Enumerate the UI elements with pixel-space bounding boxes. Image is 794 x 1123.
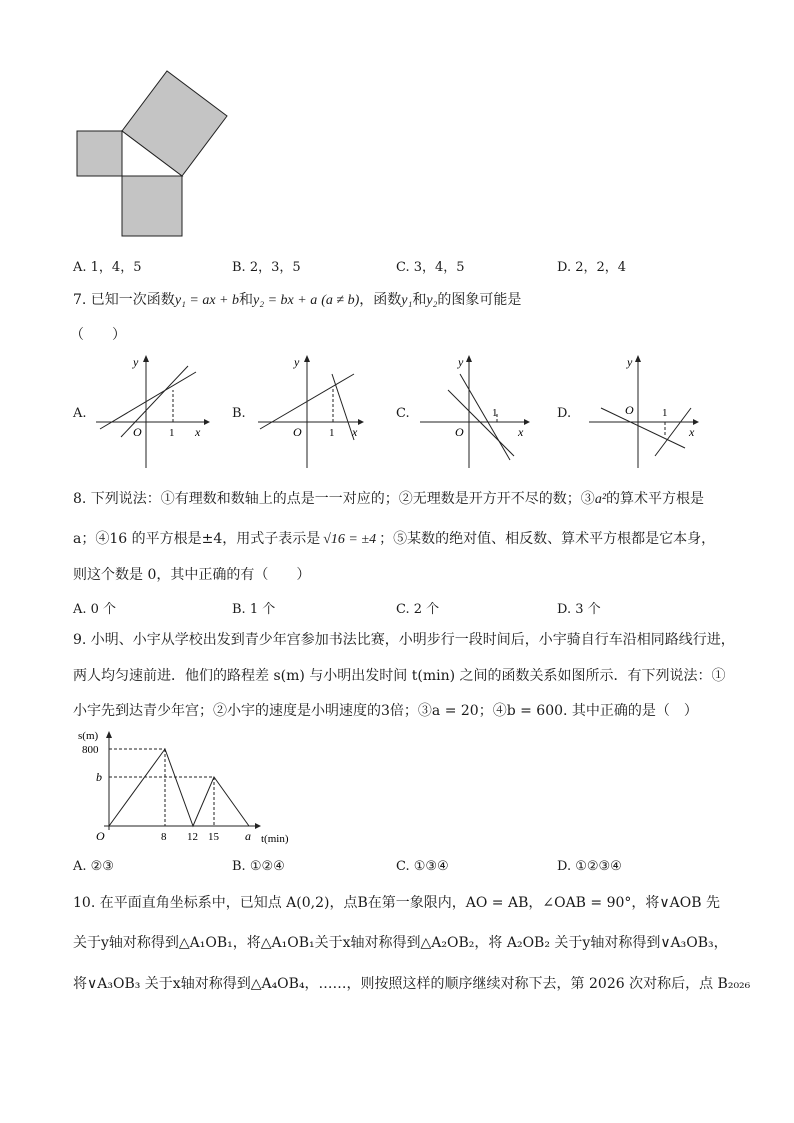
label-x: x (352, 425, 358, 439)
q8-line-1-end: 的算术平方根是 (606, 491, 705, 507)
label-y: y (133, 355, 139, 369)
q7-he: 和 (412, 292, 427, 308)
q7-stem-b: ，函数 (359, 292, 402, 308)
label-x: x (689, 425, 695, 439)
q10-line-2: 关于y轴对称得到△A₁OB₁，将△A₁OB₁关于x轴对称得到△A₂OB₂，将 A₂OB₂ 关于y轴对称得到∨A₃OB₃， (73, 935, 728, 951)
q7-option-b[interactable]: B. (232, 406, 246, 421)
q10-line-1: 10. 在平面直角坐标系中，已知点 A(0,2)，点B在第一象限内，AO = AB，∠OAB = 90°，将∨AOB 先 (73, 895, 720, 911)
q8-line-1 (73, 489, 704, 510)
q9-line-2: 两人均匀速前进．他们的路程差 s(m) 与小明出发时间 t(min) 之间的函数关系如图所示．有下列说法：① (73, 668, 726, 684)
q6-option-c[interactable]: C. 3，4，5 (396, 260, 465, 275)
label-15: 15 (208, 831, 219, 843)
q9-option-c[interactable]: C. ①③④ (396, 859, 449, 874)
axis-x-arrow (204, 419, 210, 425)
axis-x-arrow (524, 419, 530, 425)
q8-line-2-end: ；⑤某数的绝对值、相反数、算术平方根都是它本身， (379, 531, 716, 547)
q7-graph-b (250, 352, 375, 472)
q8-line-1-text: 8. 下列说法：①有理数和数轴上的点是一一对应的；②无理数是开方开不尽的数；③ (73, 491, 595, 507)
q8-a-squared: a² (594, 492, 607, 507)
axis-y-arrow (304, 355, 310, 362)
label-origin: O (96, 829, 105, 843)
line-1 (601, 408, 685, 448)
axis-y-arrow (143, 355, 149, 362)
q7-y2: y₂ (426, 293, 438, 308)
distance-difference-line (109, 749, 249, 826)
label-12: 12 (187, 831, 198, 843)
label-x: x (518, 425, 524, 439)
axis-x-arrow (255, 823, 261, 829)
label-one: 1 (169, 427, 175, 439)
label-origin: O (625, 403, 634, 417)
label-origin: O (133, 425, 142, 439)
q7-option-c[interactable]: C. (396, 406, 410, 421)
q8-option-d[interactable]: D. 3 个 (557, 602, 601, 617)
q8-sqrt-expr: √16 = ±4 (323, 532, 377, 547)
label-origin: O (293, 425, 302, 439)
axis-y-arrow (635, 355, 641, 362)
q7-eq2: y₂ = bx + a (253, 293, 318, 308)
q7-option-a[interactable]: A. (73, 406, 87, 421)
line-2 (332, 374, 354, 440)
q7-stem-c: 的图象可能是 (437, 292, 522, 308)
q7-stem-a: 7. 已知一次函数 (73, 292, 175, 308)
q9-line-1: 9. 小明、小宇从学校出发到青少年宫参加书法比赛，小明步行一段时间后，小宇骑自行车沿相同路线行进， (73, 632, 735, 648)
q6-option-b[interactable]: B. 2，3，5 (232, 260, 301, 275)
line-1 (100, 372, 196, 429)
q7-mid: 和 (239, 292, 254, 308)
q9-line-3: 小宇先到达青少年宫；②小宇的速度是小明速度的3倍；③a = 20；④b = 600. 其中正确的是（ ） (73, 703, 698, 719)
label-y: y (294, 355, 300, 369)
q9-option-d[interactable]: D. ①②③④ (557, 859, 622, 874)
label-800: 800 (82, 744, 99, 756)
label-a: a (245, 829, 251, 843)
axis-y-arrow (106, 731, 112, 738)
q7-graph-c (414, 352, 539, 472)
q9-option-a[interactable]: A. ②③ (73, 859, 114, 874)
q7-y1: y₁ (401, 293, 413, 308)
label-s: s(m) (78, 730, 99, 742)
line-2 (655, 408, 691, 456)
line-2 (121, 366, 188, 437)
q7-cond: (a ≠ b) (321, 293, 360, 308)
q7-paren: （ ） (70, 327, 126, 343)
q7-eq1: y₁ = ax + b (174, 293, 240, 308)
q7-stem (73, 290, 521, 311)
q6-squares-figure (70, 65, 240, 245)
label-one: 1 (662, 407, 668, 419)
label-one: 1 (329, 427, 335, 439)
q7-graph-d (585, 352, 710, 472)
line-2 (460, 374, 510, 460)
q6-option-a[interactable]: A. 1，4，5 (73, 260, 142, 275)
q7-option-d[interactable]: D. (557, 406, 572, 421)
label-y: y (458, 355, 464, 369)
q9-option-b[interactable]: B. ①②④ (232, 859, 285, 874)
label-8: 8 (161, 831, 167, 843)
axis-x-arrow (358, 419, 364, 425)
q8-line-2 (73, 529, 715, 550)
label-b: b (96, 770, 102, 784)
q6-small-square (77, 131, 122, 176)
label-x: x (195, 425, 201, 439)
q10-line-3: 将∨A₃OB₃ 关于x轴对称得到△A₄OB₄，……，则按照这样的顺序继续对称下去，第 2026 次对称后，点 B₂₀₂₆ (73, 976, 751, 992)
q7-graph-a (88, 352, 213, 472)
q6-option-d[interactable]: D. 2，2，4 (557, 260, 627, 275)
axis-y-arrow (466, 355, 472, 362)
q8-option-c[interactable]: C. 2 个 (396, 602, 440, 617)
line-1 (448, 390, 514, 456)
label-y: y (627, 355, 633, 369)
q8-option-b[interactable]: B. 1 个 (232, 602, 276, 617)
label-origin: O (455, 425, 464, 439)
label-one: 1 (492, 407, 498, 419)
q8-option-a[interactable]: A. 0 个 (73, 602, 117, 617)
label-t: t(min) (261, 833, 289, 845)
q6-bottom-square (122, 176, 182, 236)
q8-line-3: 则这个数是 0，其中正确的有（ ） (73, 567, 311, 583)
q9-graph (72, 726, 307, 851)
q8-line-2-text: a；④16 的平方根是±4，用式子表示是 (73, 531, 321, 547)
